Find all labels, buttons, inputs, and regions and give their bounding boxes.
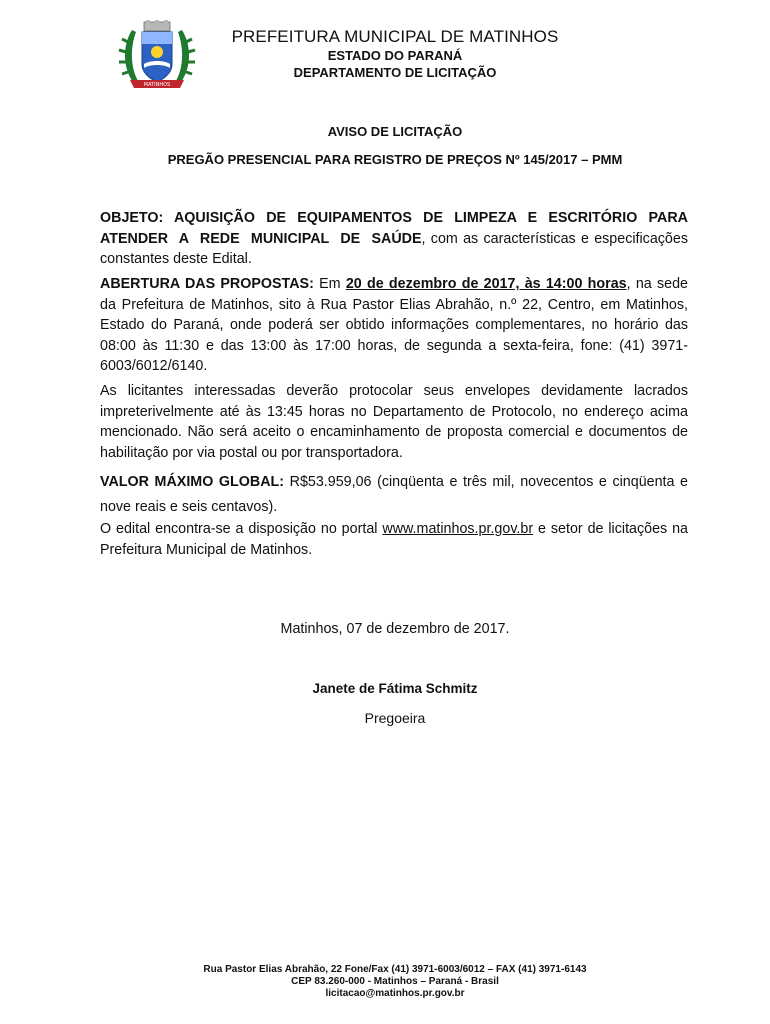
municipal-coat-of-arms-icon <box>118 20 196 92</box>
abertura-pre: Em <box>313 276 346 292</box>
header-prefeitura: PREFEITURA MUNICIPAL DE MATINHOS <box>231 27 559 46</box>
paragraph-objeto <box>100 208 688 270</box>
date-line: Matinhos, 07 de dezembro de 2017. <box>280 621 510 637</box>
signer-role: Pregoeira <box>364 710 426 726</box>
svg-text:MATINHOS: MATINHOS <box>143 82 171 88</box>
edital-portal-link[interactable]: www.matinhos.pr.gov.br <box>382 521 534 537</box>
footer-cep: CEP 83.260-000 - Matinhos – Paraná - Brasil <box>291 976 499 987</box>
objeto-label: OBJETO: AQUISIÇÃO DE EQUIPAMENTOS DE LIMPEZA E ESCRITÓRIO PARA ATENDER A REDE MUNICIPAL DE SAÚDE <box>100 210 688 247</box>
header-departamento: DEPARTAMENTO DE LICITAÇÃO <box>293 65 497 80</box>
document-subtitle: PREGÃO PRESENCIAL PARA REGISTRO DE PREÇOS Nº 145/2017 – PMM <box>167 152 623 167</box>
abertura-label: ABERTURA DAS PROPOSTAS: <box>100 276 314 292</box>
valor-label: VALOR MÁXIMO GLOBAL: <box>100 474 285 490</box>
paragraph-licitantes: As licitantes interessadas deverão protocolar seus envelopes devidamente lacrados impreterivelmente até às 13:45 horas no Departamento de Protocolo, no endereço acima mencionado. Não será aceito o encaminhamento de proposta comercial e documentos de habilitação por via postal ou por transportadora. <box>100 383 688 461</box>
abertura-text: , na sede da Prefeitura de Matinhos, sito à Rua Pastor Elias Abrahão, n.º 22, Centro, em Matinhos, Estado do Paraná, onde poderá ser obtido informações complementares, no horário das 08:00 às 11:30 e das 13:00 às 17:00 horas, de segunda a sexta-feira, fone: (41) 3971-6003/6012/6140. <box>100 276 689 374</box>
edital-post: e setor de licitações na Prefeitura Municipal de Matinhos. <box>100 521 689 558</box>
paragraph-valor <box>100 470 688 520</box>
paragraph-abertura <box>100 274 688 377</box>
footer-address: Rua Pastor Elias Abrahão, 22 Fone/Fax (41) 3971-6003/6012 – FAX (41) 3971-6143 <box>203 964 587 975</box>
edital-pre: O edital encontra-se a disposição no portal <box>100 521 383 537</box>
signer-name: Janete de Fátima Schmitz <box>312 681 478 696</box>
objeto-text: , com as características e especificações constantes deste Edital. <box>100 230 688 267</box>
document-title: AVISO DE LICITAÇÃO <box>327 124 463 139</box>
footer-email: licitacao@matinhos.pr.gov.br <box>325 988 465 999</box>
header-estado: ESTADO DO PARANÁ <box>327 48 463 63</box>
abertura-date: 20 de dezembro de 2017, às 14:00 horas <box>345 276 627 292</box>
valor-text: R$53.959,06 (cinqüenta e três mil, novecentos e cinqüenta e nove reais e seis centavos). <box>100 474 689 515</box>
paragraph-edital <box>100 519 688 560</box>
